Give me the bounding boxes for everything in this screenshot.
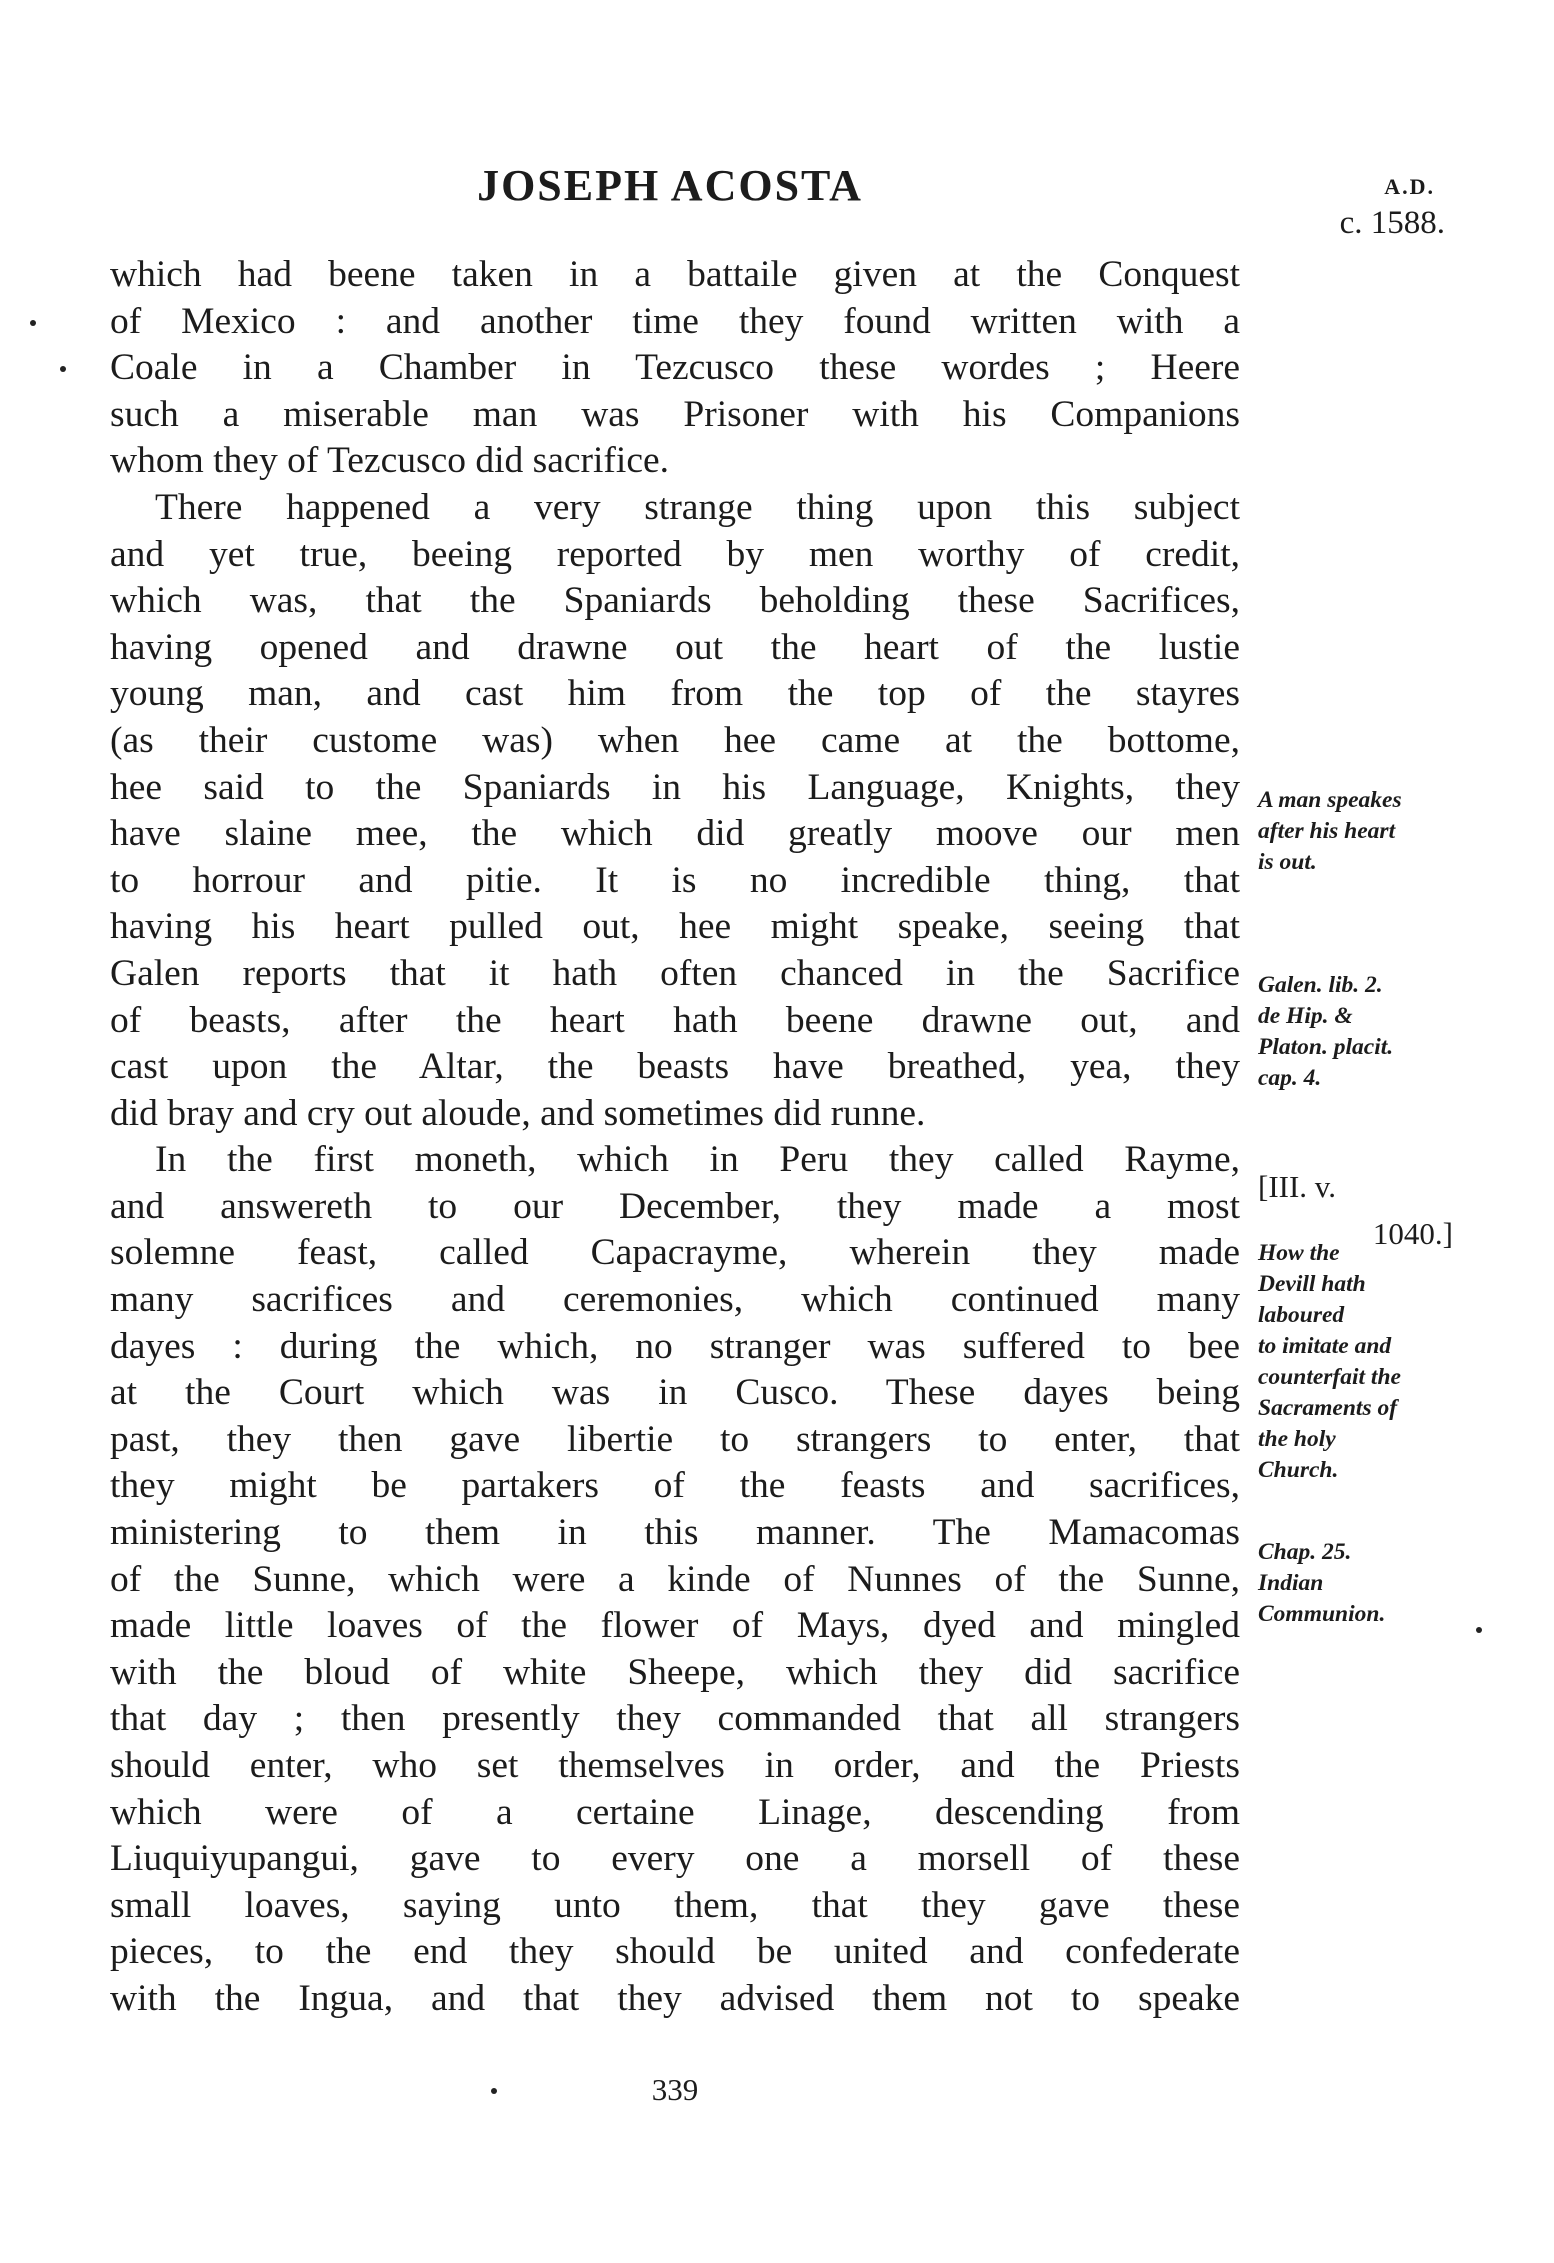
scan-speck bbox=[491, 2088, 497, 2094]
text-line: such a miserable man was Prisoner with his Companions bbox=[110, 393, 1240, 435]
text-line: that day ; then presently they commanded that all strangers bbox=[110, 1698, 1240, 1740]
text-line: past, they then gave libertie to strangers to enter, that bbox=[110, 1418, 1240, 1460]
note-line: after his heart bbox=[1258, 818, 1396, 844]
text-line: of Mexico : and another time they found written with a bbox=[110, 300, 1240, 342]
text-line: small loaves, saying unto them, that they gave these bbox=[110, 1884, 1240, 1926]
note-line: Devill hath bbox=[1258, 1271, 1366, 1297]
text-line: should enter, who set themselves in order, and the Priests bbox=[110, 1745, 1240, 1786]
body-text bbox=[110, 252, 1240, 2023]
text-line: of the Sunne, which were a kinde of Nunnes of the Sunne, bbox=[110, 1558, 1240, 1600]
scan-speck bbox=[1476, 1627, 1482, 1633]
note-line: laboured bbox=[1258, 1302, 1345, 1328]
era-label: A.D. bbox=[1384, 174, 1435, 199]
text-line: hee said to the Spaniards in his Language, Knights, they bbox=[110, 766, 1240, 808]
scan-speck bbox=[60, 366, 66, 372]
text-line: they might be partakers of the feasts and sacrifices, bbox=[110, 1465, 1240, 1507]
note-line: Sacraments of bbox=[1258, 1395, 1398, 1421]
note-line: Platon. placit. bbox=[1258, 1034, 1394, 1060]
text-line: at the Court which was in Cusco. These dayes being bbox=[110, 1372, 1240, 1414]
note-line: the holy bbox=[1258, 1426, 1336, 1452]
text-line: Galen reports that it hath often chanced in the Sacrifice bbox=[110, 952, 1240, 994]
running-head-title: JOSEPH ACOSTA bbox=[477, 161, 863, 210]
text-line: young man, and cast him from the top of the stayres bbox=[110, 673, 1240, 715]
text-line: dayes : during the which, no stranger was suffered to bee bbox=[110, 1325, 1240, 1367]
text-line: and yet true, beeing reported by men worthy of credit, bbox=[110, 533, 1240, 575]
text-line: with the bloud of white Sheepe, which they did sacrifice bbox=[110, 1651, 1240, 1693]
text-line: having his heart pulled out, hee might speake, seeing that bbox=[110, 906, 1240, 948]
marginal-note-galen-citation bbox=[1258, 970, 1473, 1094]
page-number: 339 bbox=[651, 2072, 699, 2107]
marginal-note-chapter bbox=[1258, 1537, 1473, 1630]
text-line: Liuquiyupangui, gave to every one a morsell of these bbox=[110, 1838, 1240, 1880]
scan-speck bbox=[30, 320, 36, 326]
text-line: of beasts, after the heart hath beene drawne out, and bbox=[110, 999, 1240, 1041]
text-line: pieces, to the end they should be united and confederate bbox=[110, 1931, 1240, 1973]
location-line: [III. v. bbox=[1258, 1169, 1337, 1204]
note-line: Church. bbox=[1258, 1457, 1339, 1483]
note-line: Indian bbox=[1258, 1570, 1324, 1596]
year-label: c. 1588. bbox=[1339, 205, 1445, 241]
text-line: solemne feast, called Capacrayme, wherein they made bbox=[110, 1232, 1240, 1274]
text-line: Coale in a Chamber in Tezcusco these wordes ; Heere bbox=[110, 347, 1240, 389]
text-line: which had beene taken in a battaile given at the Conquest bbox=[110, 254, 1240, 295]
text-line: many sacrifices and ceremonies, which continued many bbox=[110, 1279, 1240, 1321]
note-line: Chap. 25. bbox=[1258, 1539, 1352, 1565]
text-line: (as their custome was) when hee came at the bottome, bbox=[110, 719, 1240, 761]
date-block bbox=[1275, 172, 1445, 244]
note-line: de Hip. & bbox=[1258, 1003, 1353, 1029]
text-line: cast upon the Altar, the beasts have breathed, yea, they bbox=[110, 1046, 1240, 1088]
note-line: counterfait the bbox=[1258, 1364, 1401, 1390]
text-line: did bray and cry out aloude, and sometimes did runne. bbox=[110, 1092, 926, 1134]
text-line: have slaine mee, the which did greatly moove our men bbox=[110, 813, 1240, 855]
text-line: which were of a certaine Linage, descending from bbox=[110, 1791, 1240, 1833]
note-line: Galen. lib. 2. bbox=[1258, 972, 1383, 998]
text-line: In the first moneth, which in Peru they called Rayme, bbox=[155, 1139, 1240, 1181]
note-line: cap. 4. bbox=[1258, 1065, 1322, 1091]
text-line: with the Ingua, and that they advised them not to speake bbox=[110, 1977, 1240, 2019]
note-line: A man speakes bbox=[1258, 787, 1402, 813]
text-line: having opened and drawne out the heart of the lustie bbox=[110, 626, 1240, 668]
text-line: which was, that the Spaniards beholding these Sacrifices, bbox=[110, 580, 1240, 622]
note-line: is out. bbox=[1258, 849, 1317, 875]
marginal-note-man-speakes bbox=[1258, 785, 1473, 878]
text-line: There happened a very strange thing upon this subject bbox=[155, 486, 1240, 528]
location-line: 1040.] bbox=[1372, 1215, 1453, 1251]
text-line: and answereth to our December, they made a most bbox=[110, 1185, 1240, 1227]
note-line: Communion. bbox=[1258, 1601, 1386, 1627]
note-line: to imitate and bbox=[1258, 1333, 1392, 1359]
note-line: How the bbox=[1258, 1240, 1340, 1266]
text-line: to horrour and pitie. It is no incredible thing, that bbox=[110, 859, 1240, 901]
text-line: whom they of Tezcusco did sacrifice. bbox=[110, 440, 669, 482]
text-line: ministering to them in this manner. The Mamacomas bbox=[110, 1512, 1240, 1554]
text-line: made little loaves of the flower of Mays, dyed and mingled bbox=[110, 1605, 1240, 1647]
marginal-note-devill-imitate bbox=[1258, 1238, 1473, 1486]
